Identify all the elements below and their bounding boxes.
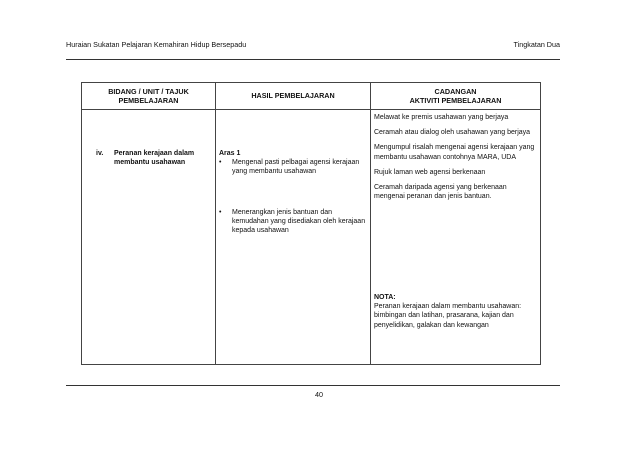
topic-number: iv. (96, 150, 104, 157)
nota-line: bimbingan dan latihan, prasarana, kajian dan penyelidikan, galakan dan kewangan (374, 312, 514, 329)
activity-item: Melawat ke premis usahawan yang berjaya (374, 114, 509, 121)
table-row (82, 110, 541, 365)
page-number: 40 (315, 390, 323, 399)
table-header-row (82, 83, 541, 110)
header-activities-line1: CADANGAN (434, 86, 477, 96)
topic-cell (82, 110, 216, 365)
header-activities-line2: AKTIVITI PEMBELAJARAN (409, 96, 502, 105)
list-item (219, 208, 367, 236)
page-header (66, 40, 560, 56)
level-label: Aras 1 (219, 150, 241, 157)
header-title: Huraian Sukatan Pelajaran Kemahiran Hidup Bersepadu (66, 40, 247, 49)
activities-cell (371, 110, 541, 365)
header-divider (66, 59, 560, 60)
syllabus-table (81, 82, 541, 365)
outcome-text: Mengenal pasti pelbagai agensi kerajaan yang membantu usahawan (232, 159, 360, 176)
activity-item: Ceramah atau dialog oleh usahawan yang berjaya (374, 129, 531, 137)
nota-line: Peranan kerajaan dalam membantu usahawan: (374, 303, 522, 311)
footer-divider (66, 385, 560, 386)
outcomes-cell (216, 110, 371, 365)
activity-item: Rujuk laman web agensi berkenaan (374, 168, 486, 176)
header-level: Tingkatan Dua (513, 40, 560, 49)
activity-item: Ceramah daripada agensi yang berkenaan mengenai peranan dan jenis bantuan. (374, 184, 507, 201)
topic-title: Peranan kerajaan dalam membantu usahawan (114, 150, 195, 167)
header-topic: BIDANG / UNIT / TAJUK PEMBELAJARAN (82, 83, 216, 110)
outcome-text: Menerangkan jenis bantuan dan kemudahan yang disediakan oleh kerajaan kepada usahawan (232, 208, 366, 235)
bullet-icon: • (219, 159, 222, 167)
activities-list (374, 113, 537, 201)
topic-entry (96, 149, 214, 167)
header-outcomes: HASIL PEMBELAJARAN (216, 83, 371, 110)
bullet-icon: • (219, 208, 222, 216)
outcomes-list (219, 149, 367, 235)
nota-title: NOTA: (374, 294, 396, 301)
list-item (219, 158, 367, 176)
header-activities (371, 83, 541, 110)
activity-item: Mengumpul risalah mengenai agensi kerajaan yang membantu usahawan contohnya MARA, UDA (374, 144, 535, 161)
nota-block (374, 293, 537, 330)
